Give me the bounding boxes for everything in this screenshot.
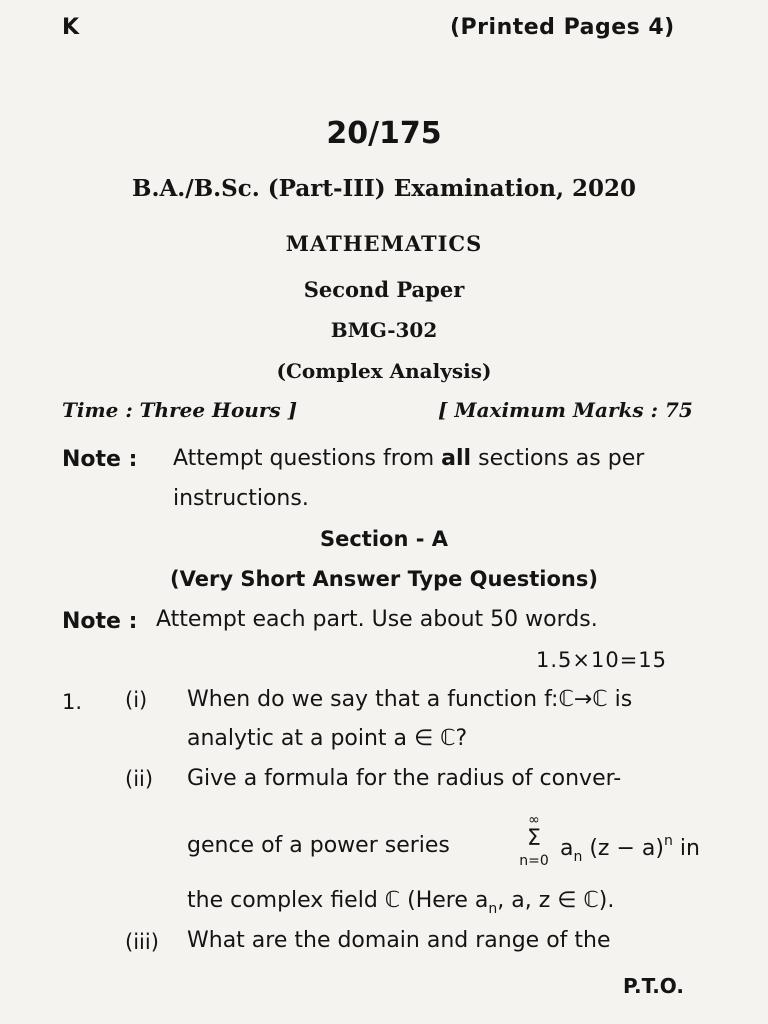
section-a-note-text: Attempt each part. Use about 50 words. <box>156 607 598 632</box>
summation-lower-limit: n=0 <box>519 853 549 869</box>
section-a-marks: 1.5×10=15 <box>536 648 668 672</box>
paper-code: 20/175 <box>326 116 442 151</box>
subject-title: MATHEMATICS <box>285 231 483 256</box>
line3-end: , a, z ∈ ℂ). <box>497 888 615 913</box>
general-note-text <box>173 446 644 471</box>
part-iii-line1: What are the domain and range of the <box>187 928 611 953</box>
section-a-note-label: Note : <box>62 609 138 634</box>
line3-start: the complex field ℂ (Here a <box>187 888 489 913</box>
power-series-expression <box>560 833 700 865</box>
printed-pages: (Printed Pages 4) <box>450 15 675 40</box>
coefficient-a: a <box>560 836 574 861</box>
part-i-line1: When do we say that a function f:ℂ→ℂ is <box>187 687 633 712</box>
maximum-marks: [ Maximum Marks : 75 <box>438 398 693 422</box>
power-base: (z − a) <box>582 836 664 861</box>
paper-name: Second Paper <box>303 277 465 302</box>
coefficient-subscript: n <box>573 849 583 865</box>
summation-upper-limit: ∞ <box>528 812 540 828</box>
note-text-start: Attempt questions from <box>173 446 435 471</box>
note-text-end: sections as per <box>478 446 645 471</box>
summation-symbol: Σ <box>527 826 541 851</box>
series-trailing-text: in <box>672 836 700 861</box>
part-ii-line2-text: gence of a power series <box>187 833 450 858</box>
part-i-line2: analytic at a point a ∈ ℂ? <box>187 726 468 751</box>
please-turn-over: P.T.O. <box>623 974 684 998</box>
general-note-line2: instructions. <box>173 486 309 511</box>
note-text-bold: all <box>441 446 472 471</box>
part-ii-label: (ii) <box>125 767 154 791</box>
question-number: 1. <box>62 690 83 714</box>
part-ii-line3 <box>187 888 614 917</box>
power-exponent: n <box>663 833 673 849</box>
section-a-subtitle: (Very Short Answer Type Questions) <box>170 567 598 591</box>
general-note-label: Note : <box>62 447 138 472</box>
part-iii-label: (iii) <box>125 930 159 954</box>
line3-subscript: n <box>488 901 498 917</box>
set-code: K <box>62 15 80 40</box>
time-allowed: Time : Three Hours ] <box>62 398 298 422</box>
topic-title: (Complex Analysis) <box>276 359 492 383</box>
part-i-label: (i) <box>125 688 148 712</box>
course-code: BMG-302 <box>330 318 438 342</box>
section-a-title: Section - A <box>319 527 449 551</box>
exam-title: B.A./B.Sc. (Part-III) Examination, 2020 <box>132 175 636 202</box>
part-ii-line1: Give a formula for the radius of conver- <box>187 766 622 791</box>
